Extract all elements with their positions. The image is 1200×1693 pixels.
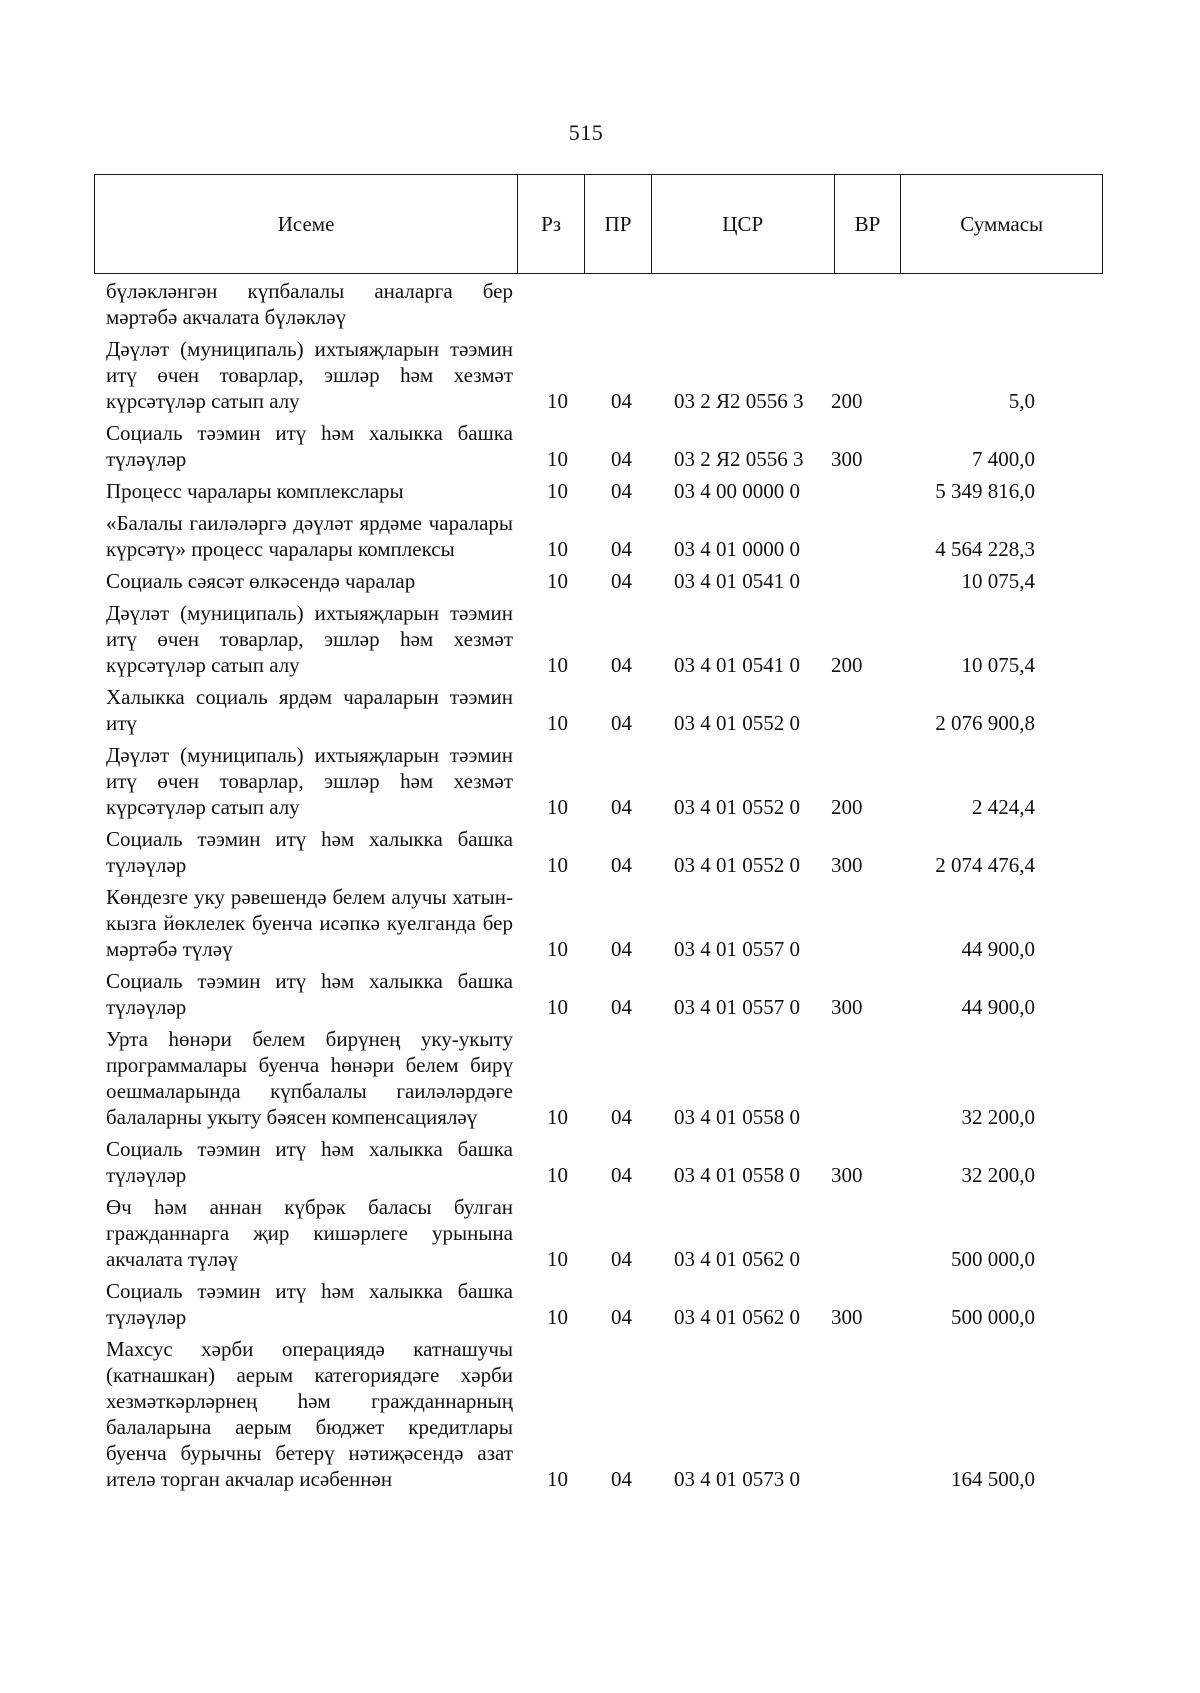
row-pr: 04 [611,537,632,561]
row-vr: 300 [831,447,863,471]
row-vr: 300 [831,1163,863,1187]
row-csr: 03 4 01 0541 0 [674,569,800,593]
row-rz: 10 [547,1247,568,1271]
row-rz: 10 [547,447,568,471]
table-row [106,510,1106,562]
row-rz: 10 [547,537,568,561]
row-rz: 10 [547,995,568,1019]
header-pr: ПР [585,175,652,273]
table-row [106,968,1106,1020]
row-pr: 04 [611,995,632,1019]
row-name: Дәүләт (муниципаль) ихтыяҗларын тәэмин итү өчен товарлар, эшләр һәм хезмәт күрсәтүләр сатып алу [106,601,513,677]
row-name: Урта һөнәри белем бирүнең уку-укыту программалары буенча һөнәри белем бирү оешмаларында күпбалалы гаиләләрдәге балаларны укыту бәясен компенсацияләү [106,1027,513,1129]
row-rz: 10 [547,1467,568,1491]
row-csr: 03 4 01 0552 0 [674,853,800,877]
table-row [106,278,1106,330]
row-rz: 10 [547,479,568,503]
row-rz: 10 [547,653,568,677]
row-pr: 04 [611,795,632,819]
row-csr: 03 4 01 0557 0 [674,995,800,1019]
page-number: 515 [568,120,604,145]
header-rz: Рз [518,175,585,273]
table-row [106,884,1106,962]
row-name: Өч һәм аннан күбрәк баласы булган гражданнарга җир кишәрлеге урынына акчалата түләү [106,1195,513,1271]
row-csr: 03 4 01 0573 0 [674,1467,800,1491]
table-row [106,684,1106,736]
row-sum: 2 074 476,4 [935,853,1035,877]
row-csr: 03 4 01 0541 0 [674,653,800,677]
row-pr: 04 [611,937,632,961]
table-row [106,1194,1106,1272]
table-row [106,1278,1106,1330]
row-vr: 300 [831,853,863,877]
row-name: «Балалы гаиләләргә дәүләт ярдәме чаралары күрсәтү» процесс чаралары комплексы [106,511,513,561]
row-csr: 03 4 01 0552 0 [674,711,800,735]
row-name: Көндезге уку рәвешендә белем алучы хатын-кызга йөклелек буенча исәпкә куелганда бер мәртәбә түләү [106,885,513,961]
row-vr: 200 [831,795,863,819]
row-sum: 44 900,0 [961,995,1035,1019]
row-name: Халыкка социаль ярдәм чараларын тәэмин итү [106,685,513,735]
row-name: Социаль тәэмин итү һәм халыкка башка түләүләр [106,969,513,1019]
row-pr: 04 [611,479,632,503]
row-csr: 03 4 01 0000 0 [674,537,800,561]
row-csr: 03 4 01 0562 0 [674,1305,800,1329]
row-sum: 2 076 900,8 [935,711,1035,735]
row-sum: 5 349 816,0 [935,479,1035,503]
row-sum: 2 424,4 [972,795,1035,819]
row-name: Дәүләт (муниципаль) ихтыяҗларын тәэмин итү өчен товарлар, эшләр һәм хезмәт күрсәтүләр сатып алу [106,743,513,819]
row-csr: 03 4 00 0000 0 [674,479,800,503]
table-row [106,478,1106,504]
table-row [106,742,1106,820]
row-sum: 500 000,0 [951,1305,1035,1329]
row-rz: 10 [547,795,568,819]
row-csr: 03 4 01 0562 0 [674,1247,800,1271]
row-name: Дәүләт (муниципаль) ихтыяҗларын тәэмин итү өчен товарлар, эшләр һәм хезмәт күрсәтүләр сатып алу [106,337,513,413]
row-name: Социаль тәэмин итү һәм халыкка башка түләүләр [106,1137,513,1187]
row-pr: 04 [611,1163,632,1187]
row-rz: 10 [547,937,568,961]
row-name: бүләкләнгән күпбалалы аналарга бер мәртәбә акчалата бүләкләү [106,279,513,329]
row-csr: 03 4 01 0552 0 [674,795,800,819]
table-header [94,174,1103,274]
row-csr: 03 2 Я2 0556 3 [674,389,804,413]
row-vr: 300 [831,995,863,1019]
table-row [106,826,1106,878]
row-pr: 04 [611,711,632,735]
row-sum: 4 564 228,3 [935,537,1035,561]
table-body [106,278,1106,1498]
row-sum: 32 200,0 [961,1163,1035,1187]
table-row [106,1336,1106,1492]
row-rz: 10 [547,569,568,593]
header-name: Исеме [95,175,518,273]
table-row [106,336,1106,414]
row-name: Социаль сәясәт өлкәсендә чаралар [106,569,416,593]
row-pr: 04 [611,569,632,593]
row-rz: 10 [547,389,568,413]
row-sum: 5,0 [1008,389,1035,413]
row-sum: 32 200,0 [961,1105,1035,1129]
row-csr: 03 2 Я2 0556 3 [674,447,804,471]
row-pr: 04 [611,853,632,877]
row-vr: 200 [831,389,863,413]
row-vr: 300 [831,1305,863,1329]
row-pr: 04 [611,1105,632,1129]
row-sum: 164 500,0 [951,1467,1035,1491]
row-csr: 03 4 01 0557 0 [674,937,800,961]
row-rz: 10 [547,1305,568,1329]
row-name: Социаль тәэмин итү һәм халыкка башка түләүләр [106,1279,513,1329]
row-vr: 200 [831,653,863,677]
row-pr: 04 [611,1247,632,1271]
table-row [106,568,1106,594]
header-csr: ЦСР [652,175,835,273]
row-pr: 04 [611,389,632,413]
row-csr: 03 4 01 0558 0 [674,1105,800,1129]
table-row [106,1136,1106,1188]
row-sum: 7 400,0 [972,447,1035,471]
row-pr: 04 [611,1467,632,1491]
row-rz: 10 [547,711,568,735]
header-vr: ВР [835,175,902,273]
row-name: Процесс чаралары комплекслары [106,479,404,503]
row-sum: 10 075,4 [961,569,1035,593]
table-row [106,600,1106,678]
table-row [106,1026,1106,1130]
row-name: Социаль тәэмин итү һәм халыкка башка түләүләр [106,421,513,471]
row-pr: 04 [611,447,632,471]
row-pr: 04 [611,653,632,677]
row-pr: 04 [611,1305,632,1329]
row-rz: 10 [547,853,568,877]
row-name: Махсус хәрби операциядә катнашучы (катнашкан) аерым категориядәге хәрби хезмәткәрләрнең һәм гражданнарның балаларына аерым бюджет кредитлары буенча бурычны бетерү нәтиҗәсендә азат ителә торган акчалар исәбеннән [106,1337,513,1491]
row-name: Социаль тәэмин итү һәм халыкка башка түләүләр [106,827,513,877]
row-sum: 44 900,0 [961,937,1035,961]
row-csr: 03 4 01 0558 0 [674,1163,800,1187]
row-rz: 10 [547,1163,568,1187]
table-row [106,420,1106,472]
header-sum: Суммасы [960,211,1044,236]
row-sum: 10 075,4 [961,653,1035,677]
row-rz: 10 [547,1105,568,1129]
row-sum: 500 000,0 [951,1247,1035,1271]
